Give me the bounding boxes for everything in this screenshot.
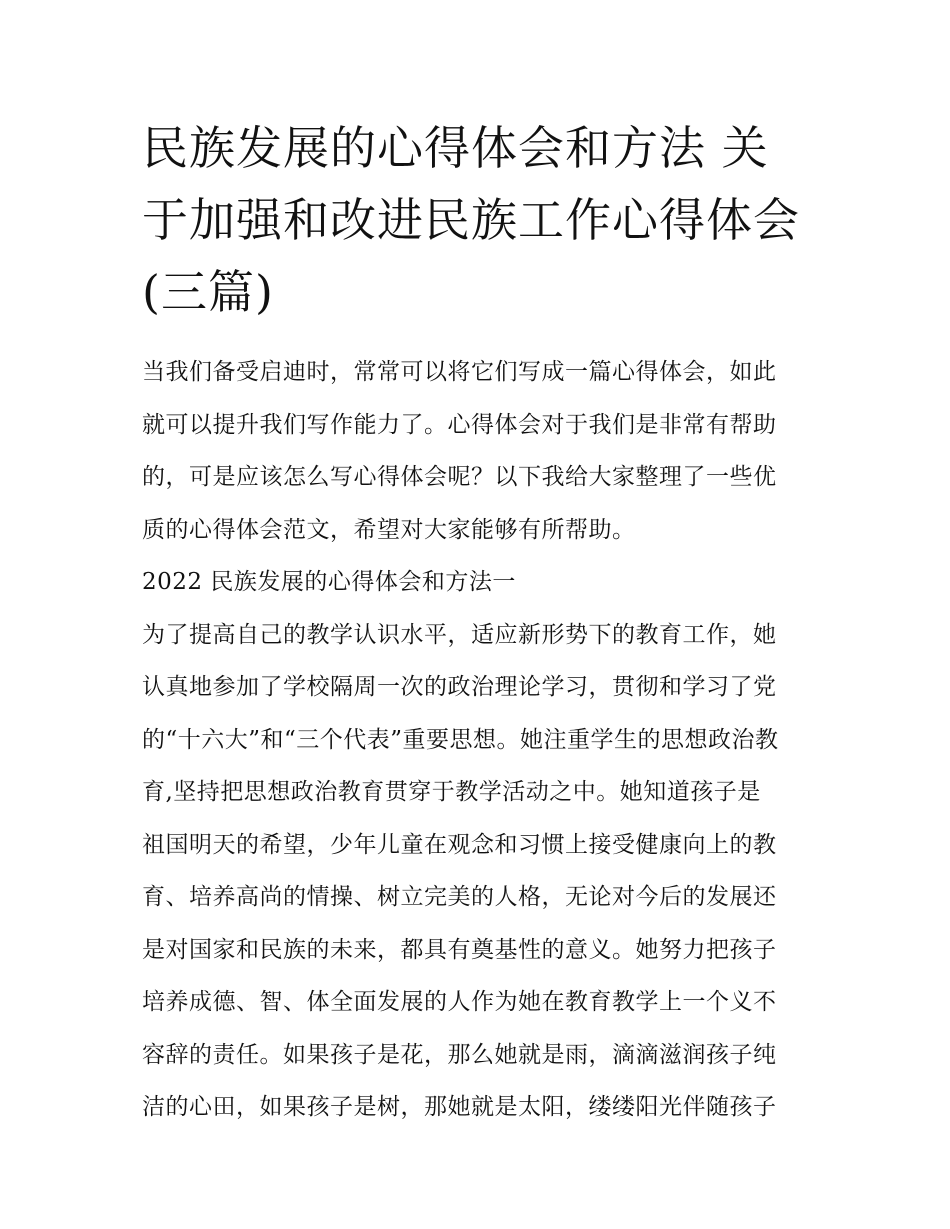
- body-line: 是对国家和民族的未来，都具有奠基性的意义。她努力把孩子: [142, 936, 777, 963]
- document-body: [142, 346, 814, 1134]
- body-line: 为了提高自己的教学认识水平，适应新形势下的教育工作，她: [142, 621, 777, 648]
- intro-line: 就可以提升我们写作能力了。心得体会对于我们是非常有帮助: [142, 411, 777, 438]
- document-page: [142, 112, 814, 1134]
- intro-line: 的，可是应该怎么写心得体会呢？以下我给大家整理了一些优: [142, 464, 777, 490]
- document-title: 民族发展的心得体会和方法 关于加强和改进民族工作心得体会(三篇): [142, 121, 800, 319]
- body-line: 育,坚持把思想政治教育贯穿于教学活动之中。她知道孩子是: [142, 779, 761, 805]
- intro-line: 当我们备受启迪时，常常可以将它们写成一篇心得体会，如此: [142, 359, 777, 385]
- body-line: 培养成德、智、体全面发展的人作为她在教育教学上一个义不: [142, 989, 777, 1015]
- intro-line: 质的心得体会范文，希望对大家能够有所帮助。: [142, 516, 636, 543]
- body-line: 洁的心田，如果孩子是树，那她就是太阳，缕缕阳光伴随孩子: [142, 1094, 777, 1120]
- body-line: 认真地参加了学校隔周一次的政治理论学习，贯彻和学习了党: [142, 674, 777, 700]
- body-line: 育、培养高尚的情操、树立完美的人格，无论对今后的发展还: [142, 884, 777, 910]
- body-line: 祖国明天的希望，少年儿童在观念和习惯上接受健康向上的教: [142, 831, 777, 858]
- body-line: 的“十六大”和“三个代表”重要思想。她注重学生的思想政治教: [142, 726, 779, 753]
- body-line: 容辞的责任。如果孩子是花，那么她就是雨，滴滴滋润孩子纯: [142, 1041, 777, 1068]
- section-heading: 2022 民族发展的心得体会和方法一: [142, 569, 516, 595]
